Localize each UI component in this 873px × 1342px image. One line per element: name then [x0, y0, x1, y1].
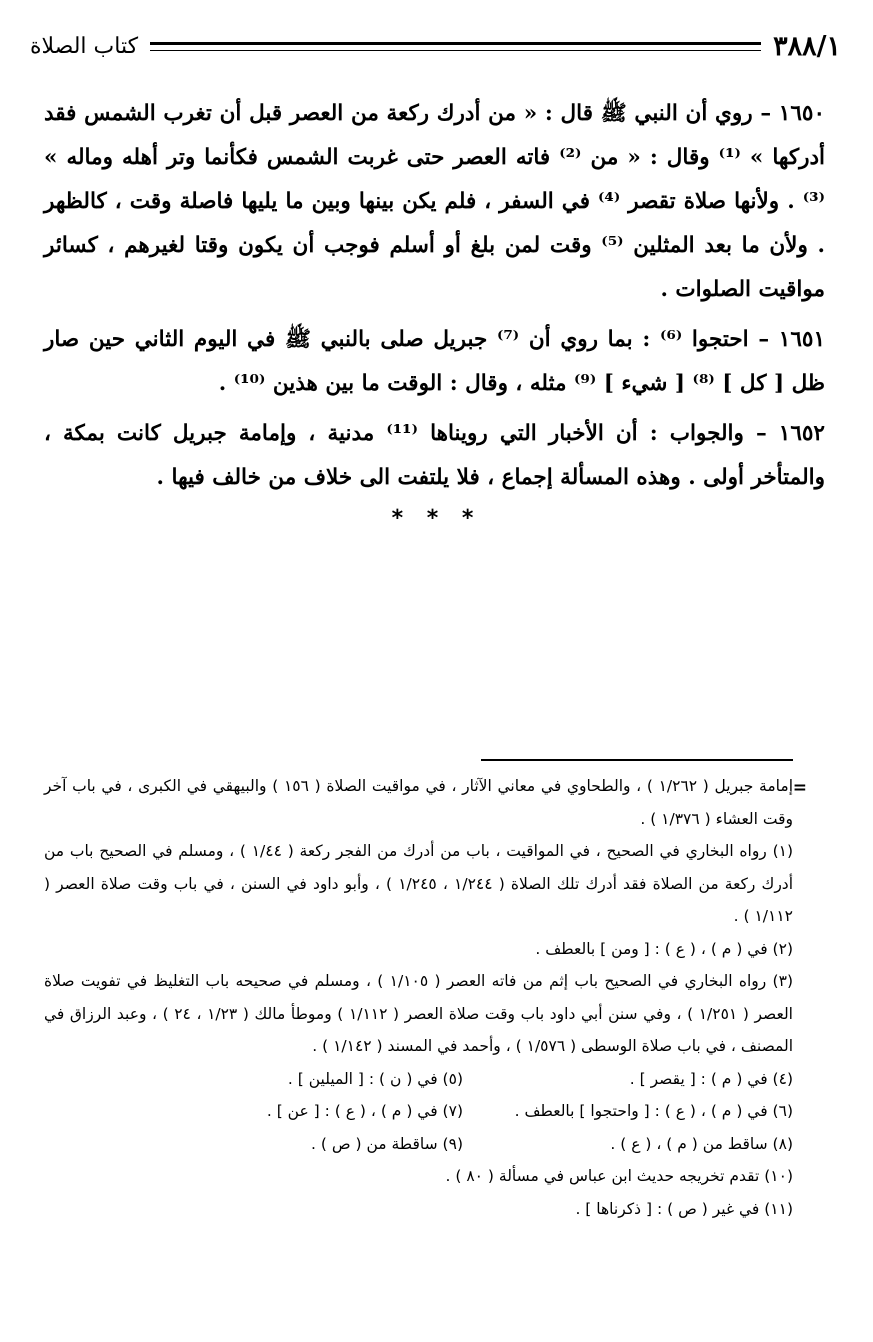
page-number: ٣٨٨/١	[773, 30, 841, 62]
footnotes	[44, 770, 793, 1225]
footnote-11: (١١) في غير ( ص ) : [ ذكرناها ] .	[575, 1199, 793, 1218]
paragraph-1650: ١٦٥٠ – روي أن النبي ﷺ قال : « من أدرك ركعة من العصر قبل أن تغرب الشمس فقد أدركها » ⁽¹⁾ وقال : « من ⁽²⁾ فاته العصر حتى غربت الشمس فكأنما وتر أهله وماله » ⁽³⁾ . ولأنها صلاة تقصر ⁽⁴⁾ في السفر ، فلم يكن بينها وبين ما يليها فاصلة وقت ، كالظهر . ولأن ما بعد المثلين ⁽⁵⁾ وقت لمن بلغ أو أسلم فوجب أن يكون وقتا لغيرهم ، كسائر مواقيت الصلوات .	[44, 101, 825, 302]
footnote-3: (٣) رواه البخاري في الصحيح باب إثم من فاته العصر ( ١/١٠٥ ) ، ومسلم في صحيحه باب التغليظ في تفويت صلاة العصر ( ١/٢٥١ ) ، وفي سنن أبي داود باب وقت صلاة العصر ( ١/١١٢ ) وموطأ مالك ( ١/٢٣ ، ٢٤ ) ، وعبد الرزاق في المصنف ، في باب صلاة الوسطى ( ١/٥٧٦ ) ، وأحمد في المسند ( ١/١٤٢ ) .	[44, 972, 793, 1055]
book-title: كتاب الصلاة	[30, 33, 139, 59]
continuation-mark: =	[792, 778, 807, 798]
footnote-2: (٢) في ( م ) ، ( ع ) : [ ومن ] بالعطف .	[535, 939, 793, 958]
footnote-7: (٧) في ( م ) ، ( ع ) : [ عن ] .	[266, 1102, 463, 1120]
footnote-row-6-7	[153, 1095, 793, 1128]
header-rule	[150, 42, 761, 51]
footnote-5: (٥) في ( ن ) : [ الميلين ] .	[287, 1069, 463, 1088]
footnote-10: (١٠) تقدم تخريجه حديث ابن عباس في مسألة ( ٨٠ ) .	[445, 1167, 793, 1185]
paragraph-1651: ١٦٥١ – احتجوا ⁽⁶⁾ : بما روي أن ⁽⁷⁾ جبريل صلى بالنبي ﷺ في اليوم الثاني حين صار ظل [ كل ] ⁽⁸⁾ [ شيء ] ⁽⁹⁾ مثله ، وقال : الوقت ما بين هذين ⁽¹⁰⁾ .	[44, 327, 825, 396]
footnote-4: (٤) في ( م ) : [ يقصر ] .	[629, 1069, 793, 1088]
footnote-row-4-5	[153, 1063, 793, 1096]
footnote-9: (٩) ساقطة من ( ص ) .	[310, 1134, 463, 1153]
footnote-8: (٨) ساقط من ( م ) ، ( ع ) .	[610, 1134, 793, 1153]
footnote-6: (٦) في ( م ) ، ( ع ) : [ واحتجوا ] بالعطف .	[514, 1102, 793, 1120]
main-text	[44, 92, 825, 506]
footnote-1: (١) رواه البخاري في الصحيح ، في المواقيت ، باب من أدرك من الفجر ركعة ( ١/٤٤ ) ، ومسلم في الصحيح باب من أدرك ركعة من الصلاة فقد أدرك تلك الصلاة ( ١/٢٤٤ ، ١/٢٤٥ ) ، وأبو داود في السنن ، في باب وقت صلاة العصر ( ١/١١٢ ) .	[44, 842, 794, 925]
footnote-rule	[481, 759, 793, 761]
page-header	[30, 26, 841, 66]
footnote-row-8-9	[153, 1128, 793, 1161]
section-separator: * * *	[391, 506, 482, 531]
footnote-continuation: إمامة جبريل ( ١/٢٦٢ ) ، والطحاوي في معاني الآثار ، في مواقيت الصلاة ( ١٥٦ ) والبيهقي في الكبرى ، في باب آخر وقت العشاء ( ١/٣٧٦ ) .	[44, 777, 794, 828]
paragraph-1652: ١٦٥٢ – والجواب : أن الأخبار التي رويناها ⁽¹¹⁾ مدنية ، وإمامة جبريل كانت بمكة ، والمتأخر أولى . وهذه المسألة إجماع ، فلا يلتفت الى خلاف من خالف فيها .	[44, 421, 825, 490]
